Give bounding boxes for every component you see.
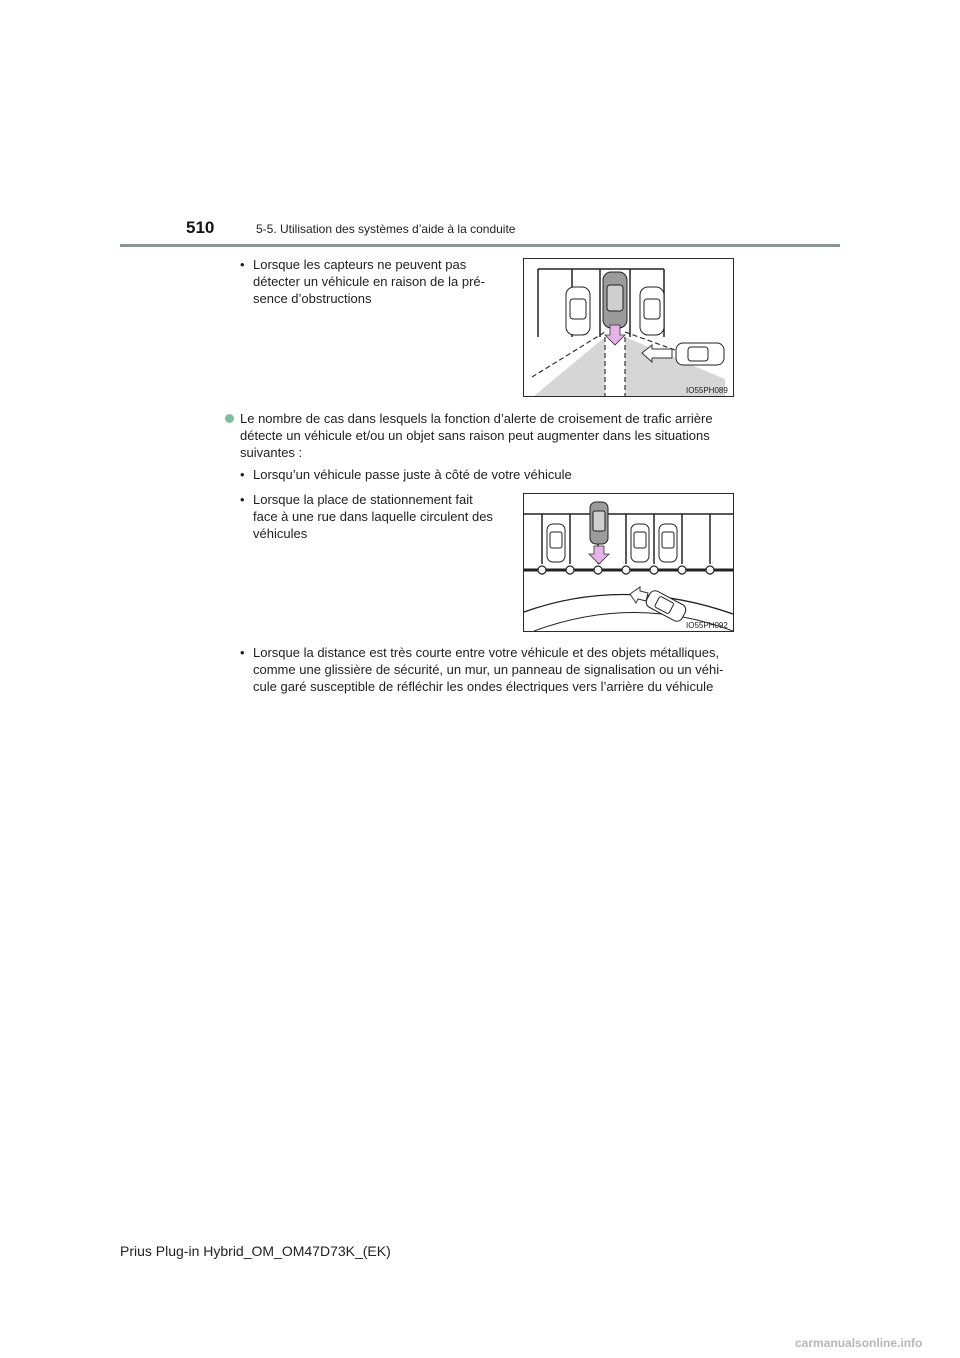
parked-car-left bbox=[566, 287, 590, 335]
reverse-arrow bbox=[605, 325, 625, 345]
parked-car-right bbox=[640, 287, 664, 335]
bullet-3-line-1: Lorsque la place de stationnement fait bbox=[253, 492, 473, 507]
reverse-arrow bbox=[589, 546, 609, 564]
green-bullet bbox=[225, 414, 234, 423]
own-vehicle bbox=[603, 272, 627, 328]
main-point-line-3: suivantes : bbox=[240, 445, 303, 460]
watermark: carmanualsonline.info bbox=[795, 1336, 923, 1350]
bullet-3-line-2: face à une rue dans laquelle circulent des bbox=[253, 509, 493, 524]
bullet-1-line-3: sence d’obstructions bbox=[253, 291, 372, 306]
figure-obstruction bbox=[523, 258, 734, 397]
bullet-1-line-2: détecter un véhicule en raison de la pré- bbox=[253, 274, 485, 289]
approaching-car bbox=[676, 343, 724, 365]
bullet-1-line-1: Lorsque les capteurs ne peuvent pas bbox=[253, 257, 467, 272]
bullet-marker: • bbox=[240, 492, 245, 507]
figure-2-code: IO55PH092 bbox=[686, 621, 728, 630]
bullet-marker: • bbox=[240, 257, 245, 272]
page-number: 510 bbox=[186, 218, 215, 237]
figure-1-code: IO55PH089 bbox=[686, 386, 728, 395]
bullet-4-line-2: comme une glissière de sécurité, un mur, un panneau de signalisation ou un véhi- bbox=[253, 662, 724, 677]
section-title: 5-5. Utilisation des systèmes d’aide à la conduite bbox=[256, 222, 516, 236]
bullet-marker: • bbox=[240, 645, 245, 660]
parked-cars bbox=[547, 524, 677, 562]
bullet-3-line-3: véhicules bbox=[253, 526, 308, 541]
bullet-4-line-1: Lorsque la distance est très courte entre votre véhicule et des objets métalliques, bbox=[253, 645, 720, 660]
approach-arrow bbox=[630, 587, 648, 603]
sensor-zone-left bbox=[534, 337, 605, 396]
own-vehicle bbox=[590, 502, 608, 544]
bullet-marker: • bbox=[240, 467, 245, 482]
bullet-4-line-3: cule garé susceptible de réfléchir les ondes électriques vers l’arrière du véhicule bbox=[253, 679, 714, 694]
moving-car bbox=[644, 589, 688, 624]
figure-street bbox=[523, 493, 734, 632]
main-point-line-1: Le nombre de cas dans lesquels la fonction d’alerte de croisement de trafic arrière bbox=[240, 411, 713, 426]
footer-doc-id: Prius Plug-in Hybrid_OM_OM47D73K_(EK) bbox=[120, 1243, 391, 1259]
main-point-line-2: détecte un véhicule et/ou un objet sans raison peut augmenter dans les situations bbox=[240, 428, 710, 443]
bullet-2-text: Lorsqu’un véhicule passe juste à côté de votre véhicule bbox=[253, 467, 572, 482]
header-rule bbox=[120, 244, 840, 247]
